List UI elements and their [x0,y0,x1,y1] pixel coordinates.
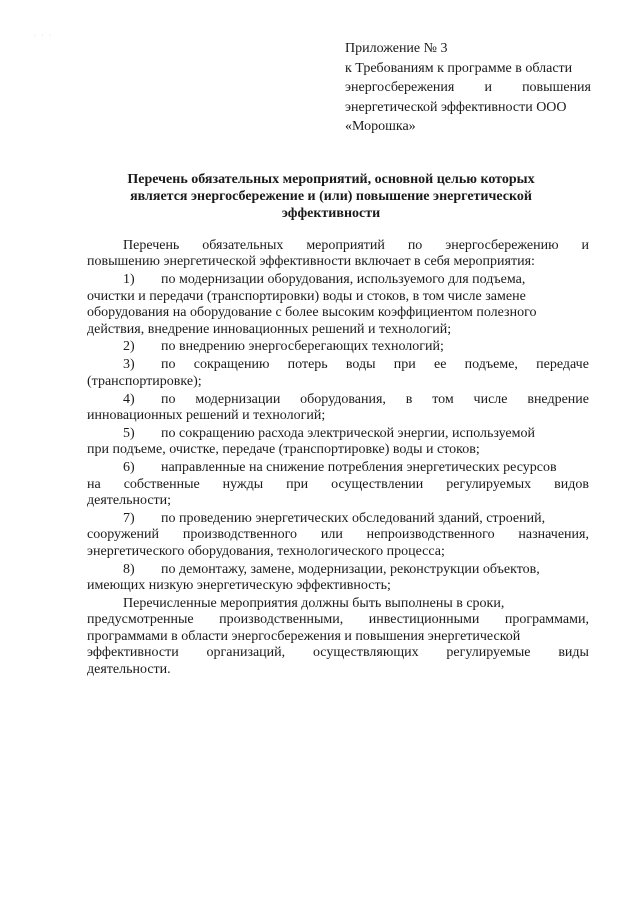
appendix-title: Приложение № 3 [345,41,448,56]
body-word: сокращению [193,357,270,373]
list-number: 3) [123,357,135,373]
body-text: повышению энергетической эффективности включает в себя мероприятия: [87,254,535,270]
body-text: направленные на снижение потребления энергетических ресурсов [161,460,557,476]
body-word: воды [345,357,376,373]
closing-line [87,596,589,612]
body-word: собственные [123,476,200,492]
body-word: и [581,238,589,253]
list-item [87,272,589,288]
body-word: программами, [504,612,589,628]
body-word: организаций, [206,645,286,661]
body-word: по [161,391,176,407]
body-word: подъеме, [464,357,518,373]
body-word: производственного [182,527,298,543]
body-line [87,238,589,254]
body-word: производственными, [219,612,344,628]
scan-corner-mark: · · · [34,33,53,39]
body-word: в [405,391,413,407]
body-word: видов [554,476,589,492]
appendix-line: «Морошка» [345,119,416,135]
list-item [87,357,589,373]
list-number: 4) [123,391,135,407]
body-word: нужды [222,476,264,492]
body-word: на [87,476,101,492]
closing-line [87,645,589,661]
list-item [87,339,589,355]
body-word: по [407,238,423,253]
list-item-continuation [87,578,589,594]
list-item [87,426,589,442]
body-word: предусмотренные [87,612,194,628]
list-item-continuation [87,305,589,321]
list-item-continuation [87,374,589,390]
body-text: по модернизации оборудования, используемого для подъема, [161,272,526,288]
body-text: по сокращению расхода электрической энергии, используемой [161,425,536,441]
list-number: 7) [123,511,135,526]
body-word: непроизводственного [366,527,495,543]
body-text: энергетического оборудования, технологического процесса; [87,543,445,559]
appendix-word: повышения [522,80,591,96]
body-word: оборудования, [300,391,386,407]
list-item [87,511,589,527]
list-item-continuation [87,442,589,458]
body-word: том [432,391,454,407]
body-word: или [320,527,343,543]
title-line: Перечень обязательных мероприятий, основной целью которых [127,172,535,187]
list-text [161,357,589,373]
body-word: потерь [287,357,328,373]
body-word: числе [473,391,508,407]
body-word: ее [434,357,447,373]
list-item-continuation [87,493,589,509]
body-word: осуществлении [331,476,424,492]
list-number: 5) [123,425,135,441]
body-line [87,254,589,270]
title-line: является энергосбережение и (или) повышение энергетической [130,189,532,204]
body-word: мероприятий [306,238,385,253]
body-text: по внедрению энергосберегающих технологий; [161,339,444,355]
list-text [161,392,589,408]
list-item [87,392,589,408]
appendix-line-justified [345,78,591,98]
body-word: внедрение [527,391,589,407]
appendix-line: энергетической эффективности ООО [345,99,567,115]
list-item [87,562,589,578]
body-word: виды [558,645,589,661]
list-item-continuation [87,408,589,424]
body-word: при [393,357,416,373]
list-number: 2) [123,339,135,355]
body-word: энергосбережению [445,238,559,253]
body-text: Перечисленные мероприятия должны быть выполнены в сроки, [123,596,505,612]
closing-line [87,662,589,678]
body-word: инвестиционными [368,612,480,628]
body-word: сооружений [87,527,160,543]
body-word: обязательных [202,238,284,253]
appendix-line: к Требованиям к программе в области [345,60,573,76]
list-item-continuation [87,527,589,543]
body-text: (транспортировке); [87,373,202,389]
body-text: действия, внедрение инновационных решений и технологий; [87,321,452,337]
body-word: регулируемые [446,645,531,661]
list-number: 1) [123,272,135,288]
body-word: по [161,357,176,373]
title-line: эффективности [281,206,381,221]
body-text: деятельности. [87,661,171,677]
body-text: по проведению энергетических обследований зданий, строений, [161,511,546,526]
body-word: модернизации [195,391,281,407]
body-word: осуществляющих [312,645,419,661]
document-title [96,171,566,222]
list-item-continuation [87,289,589,305]
body-word: Перечень [123,238,180,253]
body-text: деятельности; [87,493,172,509]
body-text: программами в области энергосбережения и повышения энергетической [87,628,521,644]
appendix-word: энергосбережения [345,80,455,96]
document-body [87,238,589,678]
appendix-word: и [484,80,492,96]
body-text: инновационных решений и технологий; [87,408,326,424]
list-item [87,460,589,476]
appendix-header [345,39,591,137]
closing-line [87,612,589,628]
body-text: имеющих низкую энергетическую эффективность; [87,578,391,594]
body-word: при [286,476,309,492]
body-text: по демонтажу, замене, модернизации, реконструкции объектов, [161,561,540,577]
list-item-continuation [87,477,589,493]
list-item-continuation [87,322,589,338]
body-word: передаче [536,357,589,373]
list-number: 8) [123,561,135,577]
body-text: очистки и передачи (транспортировки) воды и стоков, в том числе замене [87,288,526,304]
closing-line [87,629,589,645]
list-item-continuation [87,544,589,560]
body-word: эффективности [87,645,179,661]
list-number: 6) [123,460,135,476]
body-text: оборудования на оборудование с более высоким коэффициентом полезного [87,305,537,321]
body-text: при подъеме, очистке, передаче (транспортировке) воды и стоков; [87,442,480,458]
body-word: назначения, [518,527,589,543]
body-word: регулируемых [446,476,532,492]
